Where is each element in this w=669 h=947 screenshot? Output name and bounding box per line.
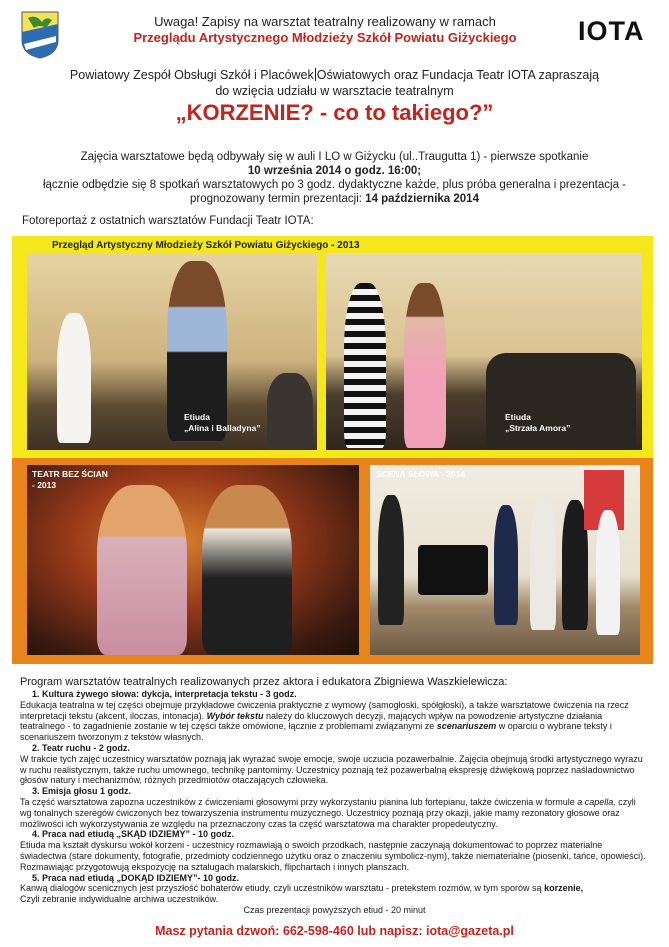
performer-figure xyxy=(404,283,446,448)
text-cursor xyxy=(315,68,316,81)
section-2-heading: 2. Teatr ruchu - 2 godz. xyxy=(32,742,130,753)
info-line-1: Zajęcia warsztatowe będą odbywały się w auli I LO w Giżycku (ul..Traugutta 1) - pierwsze spotkanie xyxy=(80,151,589,163)
presentation-duration: Czas prezentacji powyższych etiud - 20 minut xyxy=(243,904,426,915)
section-3-text xyxy=(20,797,649,829)
section-3-text-b: czyli wg tonalnych szeregów ćwiczonych bez towarzyszenia instrumentu muzycznego. Uczestnicy poznają przy okazji, jakie mamy rezonatory głosowe oraz możliwości ich wykorzystywania ze względu na przeznaczony czas ta część warsztatowa ma charakter propedeutyczny. xyxy=(20,796,636,829)
photo-scena-slowa xyxy=(370,465,640,655)
invite-line-1a: Powiatowy Zespół Obsługi Szkół i Placówek xyxy=(69,68,314,82)
photo-teatr-bez-scian xyxy=(27,465,359,655)
audience-figure xyxy=(267,373,313,450)
audience-group xyxy=(486,353,636,450)
workshop-program xyxy=(20,676,649,916)
first-meeting-date: 10 września 2014 o godz. 16:00; xyxy=(247,165,422,177)
section-1-emphasis-2: scenariuszem xyxy=(436,721,497,732)
photo-alina-i-balladyna xyxy=(27,253,317,450)
section-1-text xyxy=(20,700,649,743)
invite-line-2: do wzięcia udziału w warsztacie teatralnym xyxy=(215,84,454,98)
section-1-text-a: Edukacja teatralna w tej części obejmuje przykładowe ćwiczenia praktyczne z wymowy (samogłoski, spółgłoski), a także warsztatowe ćwiczenia na rzecz interpretacji tekstu (akcent, iloczas, intonacja). xyxy=(20,699,629,721)
section-4-heading: 4. Praca nad etiudą „SKĄD IDZIEMY” - 10 godz. xyxy=(32,829,235,840)
yellow-panel-title: Przegląd Artystyczny Młodzieży Szkół Powiatu Giżyckiego - 2013 xyxy=(52,240,360,251)
performer-figure xyxy=(596,510,620,635)
section-5-text xyxy=(20,883,649,894)
performer-figure xyxy=(97,485,187,655)
performer-figure xyxy=(378,495,404,625)
coat-of-arms-logo xyxy=(20,10,60,60)
section-1-heading: 1. Kultura żywego słowa: dykcja, interpretacja tekstu - 3 godz. xyxy=(32,689,297,699)
caption-teatr-bez-scian xyxy=(32,469,108,491)
section-5-text-a: Kanwą dialogów scenicznych jest przyszłość bohaterów etiudy, czyli uczestników warsztatu - pretekstem rozmów, w tym sporów są xyxy=(20,883,542,894)
caption-label: Etiuda xyxy=(184,412,210,422)
performer-figure xyxy=(530,500,556,630)
section-1-text-c: w oparciu o wybrane teksty i scenariuszem tworzonym z tekstów własnych. xyxy=(20,721,612,743)
section-5-text-b: Czyli zebranie indywidualne archiwa uczestników. xyxy=(20,894,219,905)
header-notice: Uwaga! Zapisy na warsztat teatralny realizowany w ramach xyxy=(154,14,496,29)
workshop-title: „KORZENIE? - co to takiego?” xyxy=(175,100,494,125)
info-line-4: prognozowany termin prezentacji: xyxy=(190,193,362,205)
section-1-text-b: należy do kluczowych decyzji, mających wpływ na powodzenie artystyczne działania teatralnego - to zagadnienie zostanie w tej części także omówione, łącznie z problemami związanymi ze xyxy=(20,710,603,732)
iota-logo: IOTA xyxy=(578,16,645,46)
contact-line: Masz pytania dzwoń: 662-598-460 lub napisz: iota@gazeta.pl xyxy=(155,924,514,938)
caption-alina-i-balladyna xyxy=(184,412,261,434)
section-3-italic: a capella, xyxy=(577,796,616,807)
section-3-heading: 3. Emisja głosu 1 godz. xyxy=(32,786,132,797)
presentation-date: 14 października 2014 xyxy=(365,193,479,205)
photo-report-label: Fotoreportaż z ostatnich warsztatów Fundacji Teatr IOTA: xyxy=(22,215,314,227)
caption-year: - 2013 xyxy=(32,480,57,490)
section-4-text: Etiuda ma kształt dyskursu wokół korzeni - uczestnicy rozmawiają o swoich przodkach, następnie zaczynają dokumentować to poprzez materialne świadectwa (stare dokumenty, fotografie, przedmioty codziennego użytku oraz o znaczeniu symbolicz-nym), także niematerialne (piosenki, tańce, opowieści). Rozmawiając przygotowują ekspozycję na sztalugach malarskich, flipchartach i innych planszach. xyxy=(20,840,646,872)
performer-figure xyxy=(57,313,91,443)
info-line-3: łącznie odbędzie się 8 spotkań warsztatowych po 3 godz. dydaktyczne każde, plus próba generalna i prezentacja - xyxy=(42,179,626,191)
performer-figure xyxy=(202,485,292,655)
photo-strzala-amora xyxy=(326,253,642,450)
caption-title: TEATR BEZ ŚCIAN xyxy=(32,469,108,479)
section-3-text-a: Ta część warsztatowa zapozna uczestników z ćwiczeniami głosowymi przy wykorzystaniu pianina lub fortepianu, także ćwiczenia w formule xyxy=(20,796,575,807)
caption-label: Etiuda xyxy=(505,412,531,422)
schedule-info xyxy=(20,150,649,206)
section-5-emphasis: korzenie, xyxy=(544,883,584,894)
program-title: Program warsztatów teatralnych realizowanych przez aktora i edukatora Zbigniewa Waszkielewicza: xyxy=(20,676,508,688)
caption-title: „Alina i Balladyna” xyxy=(184,423,261,433)
performer-figure xyxy=(344,283,386,448)
caption-strzala-amora xyxy=(505,412,570,434)
header-event-name: Przeglądu Artystycznego Młodzieży Szkół Powiatu Giżyckiego xyxy=(133,30,517,45)
section-2-text: W trakcie tych zajęć uczestnicy warsztatów poznają jak wyrażać swoje emocje, swoje uczucia pozawerbalnie. Zajęcia obejmują środki artystycznego wyrazu w ruchu realistycznym, także ruchu umownego, technikę pantomimy. Uczestnicy poznają też pozawerbalną ekspresję dźwiękową poprzez naśladownictwo głosów natury i mechanizmów, różnych przedmiotów otaczających człowieka. xyxy=(20,753,643,786)
invitation-text xyxy=(20,67,649,99)
section-5-heading: 5. Praca nad etiudą „DOKĄD IDZIEMY”- 10 godz. xyxy=(32,872,240,883)
performer-figure xyxy=(494,505,518,625)
caption-title: „Strzała Amora” xyxy=(505,423,571,433)
section-1-emphasis: Wybór tekstu xyxy=(206,710,264,721)
invite-line-1b: Oświatowych oraz Fundacja Teatr IOTA zapraszają xyxy=(316,68,600,82)
caption-scena-slowa: SCENA SŁOWA - 2014 xyxy=(376,469,466,479)
piano xyxy=(418,545,488,595)
